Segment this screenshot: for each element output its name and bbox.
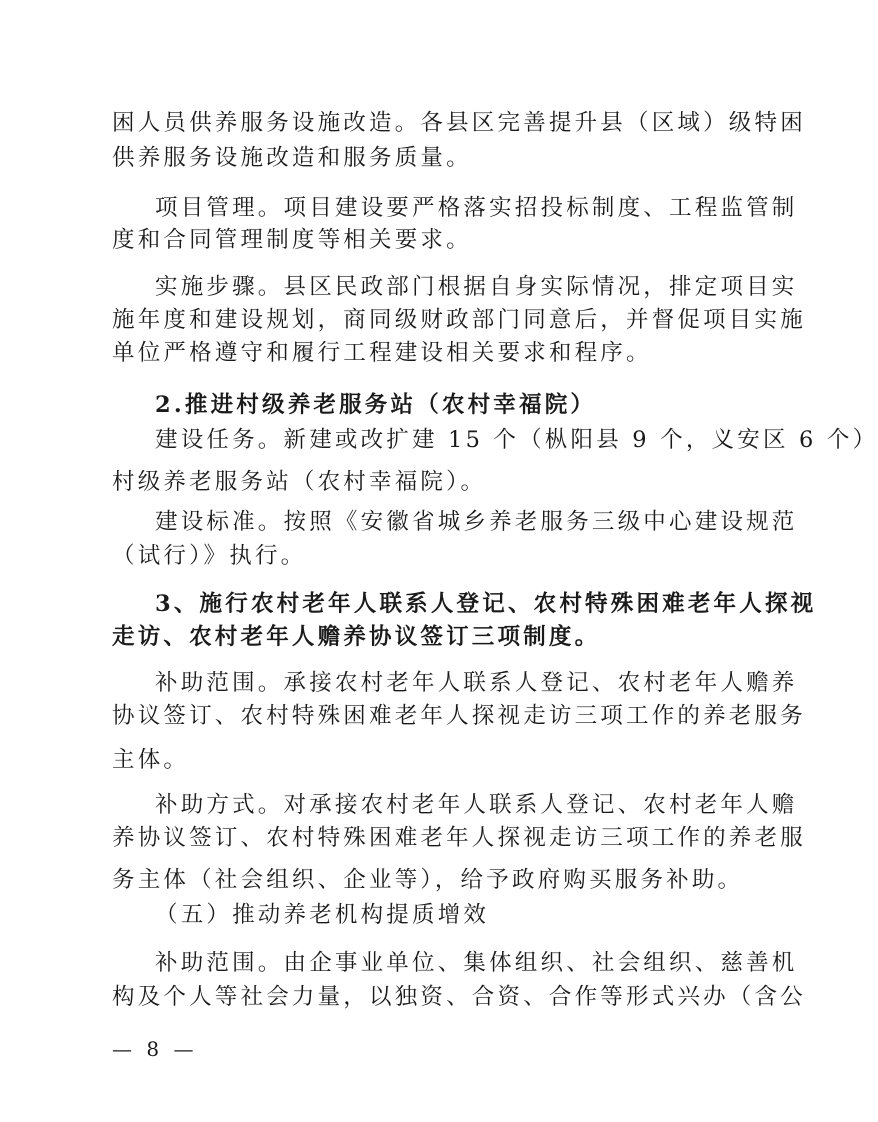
body-line: 协议签订、农村特殊困难老年人探视走访三项工作的养老服务 bbox=[112, 703, 806, 729]
body-line: 构及个人等社会力量，以独资、合资、合作等形式兴办（含公 bbox=[112, 984, 806, 1010]
body-line: 养协议签订、农村特殊困难老年人探视走访三项工作的养老服 bbox=[112, 825, 806, 851]
body-line: 度和合同管理制度等相关要求。 bbox=[112, 227, 472, 253]
body-line: （试行）》执行。 bbox=[112, 543, 307, 569]
body-line: 2.推进村级养老服务站（农村幸福院） bbox=[155, 392, 597, 418]
body-line: 单位严格遵守和履行工程建设相关要求和程序。 bbox=[112, 340, 652, 366]
body-line: 项目管理。项目建设要严格落实招投标制度、工程监管制 bbox=[155, 195, 798, 221]
body-line: 困人员供养服务设施改造。各县区完善提升县（区域）级特困 bbox=[112, 110, 806, 136]
body-line: 实施步骤。县区民政部门根据自身实际情况，排定项目实 bbox=[155, 274, 798, 300]
body-line: 3、施行农村老年人联系人登记、农村特殊困难老年人探视 bbox=[155, 591, 817, 617]
body-line: 补助方式。对承接农村老年人联系人登记、农村老年人赡 bbox=[155, 792, 798, 818]
page-number: — 8 — bbox=[112, 1037, 198, 1061]
body-line: 务主体（社会组织、企业等），给予政府购买服务补助。 bbox=[112, 867, 744, 893]
body-line: 补助范围。由企事业单位、集体组织、社会组织、慈善机 bbox=[155, 950, 798, 976]
body-line: 施年度和建设规划，商同级财政部门同意后，并督促项目实施 bbox=[112, 307, 806, 333]
body-line: 村级养老服务站（农村幸福院）。 bbox=[112, 469, 487, 495]
body-line: 建设任务。新建或改扩建 15 个（枞阳县 9 个，义安区 6 个） bbox=[155, 427, 878, 453]
body-line: 主体。 bbox=[112, 747, 190, 773]
body-line: 供养服务设施改造和服务质量。 bbox=[112, 145, 472, 171]
body-line: 建设标准。按照《安徽省城乡养老服务三级中心建设规范 bbox=[155, 509, 798, 535]
body-line: 补助范围。承接农村老年人联系人登记、农村老年人赡养 bbox=[155, 670, 798, 696]
body-line: （五）推动养老机构提质增效 bbox=[155, 902, 490, 928]
body-line: 走访、农村老年人赡养协议签订三项制度。 bbox=[112, 624, 601, 650]
